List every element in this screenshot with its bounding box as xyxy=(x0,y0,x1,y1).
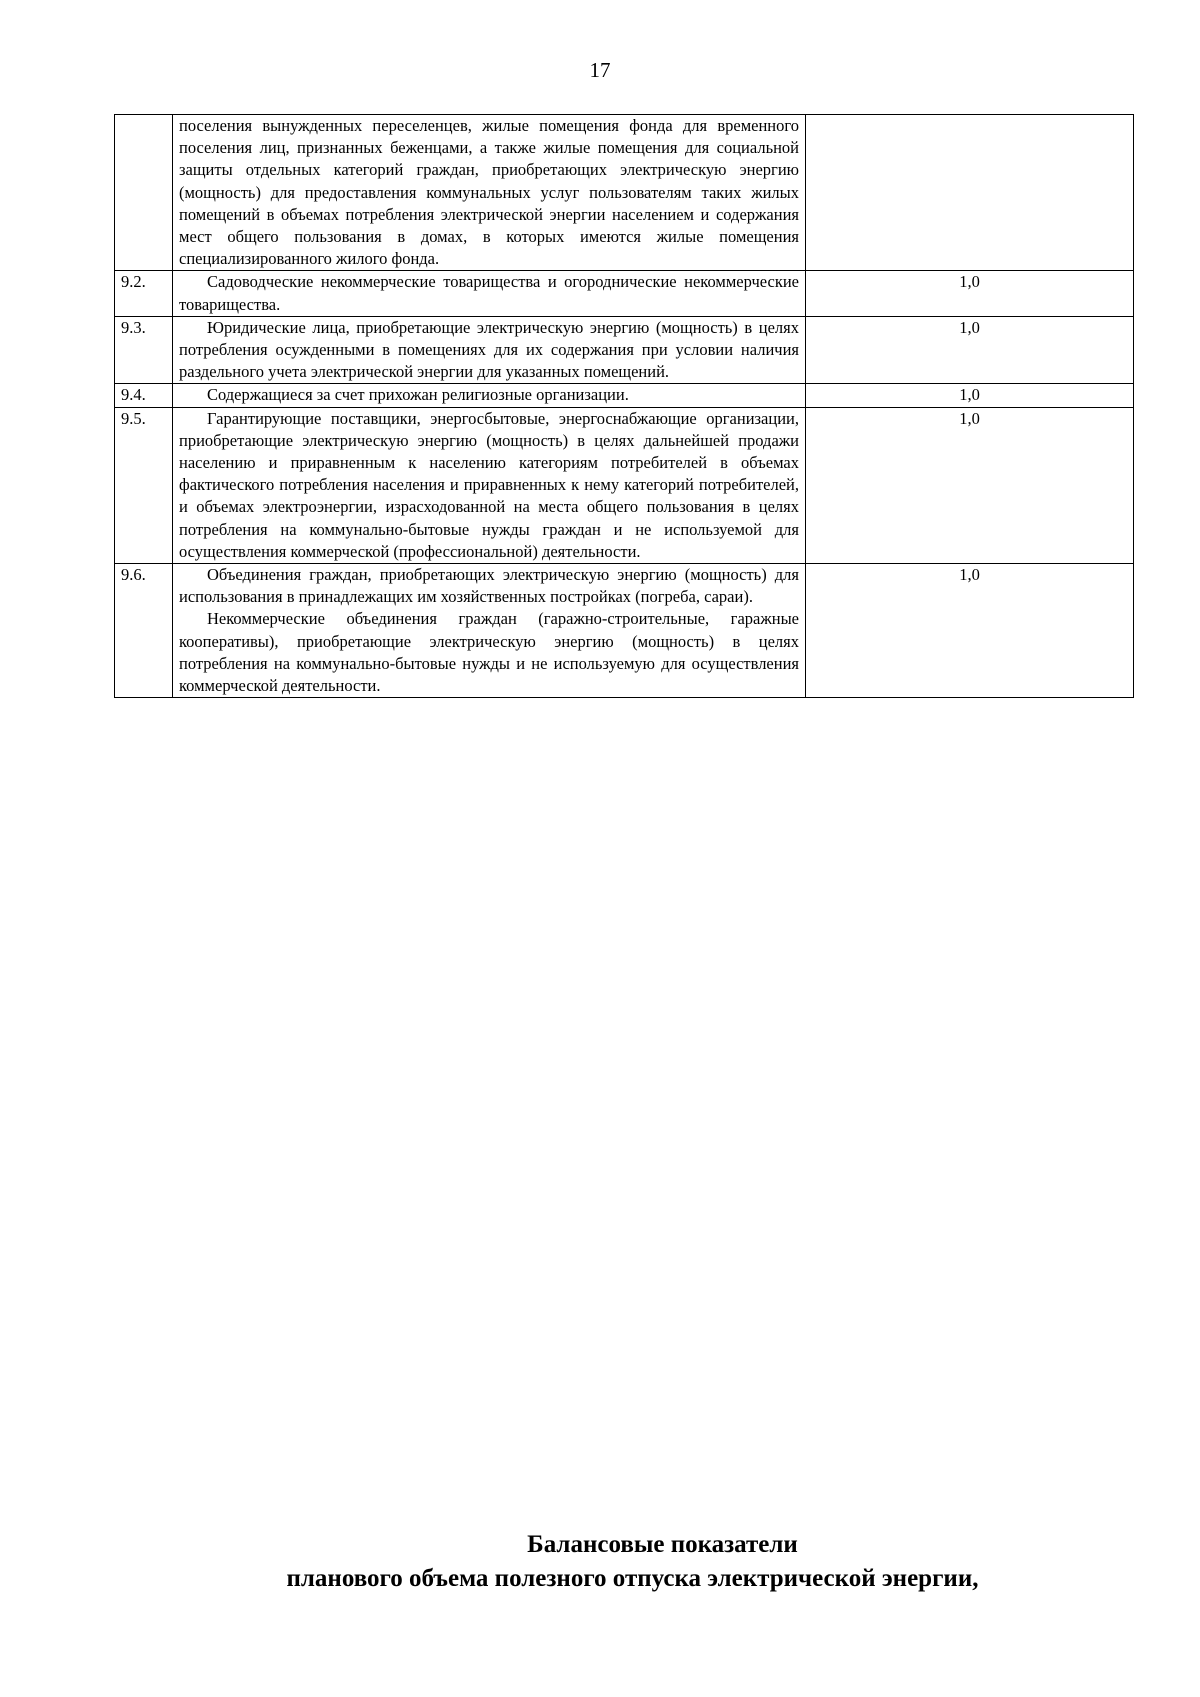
row-value-cell: 1,0 xyxy=(806,564,1134,698)
page-number: 17 xyxy=(589,58,611,82)
description-paragraph: Некоммерческие объединения граждан (гаражно-строительные, гаражные кооперативы), приобретающие электрическую энергию (мощность) в целях потребления на коммунально-бытовые нужды и не используемую для осуществления коммерческой деятельности. xyxy=(179,609,799,696)
tariff-coefficients-table xyxy=(114,114,1134,698)
section-heading-line-2: планового объема полезного отпуска электрической энергии, xyxy=(286,1565,979,1592)
row-value-cell: 1,0 xyxy=(806,271,1134,316)
row-number-cell: 9.5. xyxy=(115,407,173,563)
row-number-cell: 9.4. xyxy=(115,384,173,407)
description-paragraph: Содержащиеся за счет прихожан религиозные организации. xyxy=(207,385,629,405)
table-row xyxy=(115,407,1134,563)
row-description-cell xyxy=(173,316,806,384)
row-value-cell: 1,0 xyxy=(806,407,1134,563)
section-heading xyxy=(0,1528,1200,1596)
row-number-cell xyxy=(115,115,173,271)
row-number-cell: 9.2. xyxy=(115,271,173,316)
row-description-cell xyxy=(173,115,806,271)
table-row xyxy=(115,115,1134,271)
table-row xyxy=(115,384,1134,407)
section-heading-line-1: Балансовые показатели xyxy=(527,1531,798,1558)
description-paragraph: Объединения граждан, приобретающих электрическую энергию (мощность) для использования в принадлежащих им хозяйственных постройках (погреба, сараи). xyxy=(179,565,799,607)
row-number-cell: 9.3. xyxy=(115,316,173,384)
row-description-cell xyxy=(173,407,806,563)
table-row xyxy=(115,316,1134,384)
row-value-cell: 1,0 xyxy=(806,316,1134,384)
table-body xyxy=(115,115,1134,698)
table-row xyxy=(115,564,1134,698)
row-description-cell xyxy=(173,384,806,407)
row-description-cell xyxy=(173,271,806,316)
row-value-cell xyxy=(806,115,1134,271)
description-paragraph: Гарантирующие поставщики, энергосбытовые, энергоснабжающие организации, приобретающие электрическую энергию (мощность) в целях дальнейшей продажи населению и приравненным к населению категориям потребителей в объемах фактического потребления населения и приравненных к нему категорий потребителей, и объемах электроэнергии, израсходованной на места общего пользования в целях потребления на коммунально-бытовые нужды граждан и не используемой для осуществления коммерческой (профессиональной) деятельности. xyxy=(179,408,799,561)
row-description-cell xyxy=(173,564,806,698)
table-row xyxy=(115,271,1134,316)
description-paragraph: поселения вынужденных переселенцев, жилые помещения фонда для временного поселения лиц, признанных беженцами, а также жилые помещения для социальной защиты отдельных категорий граждан, приобретающих электрическую энергию (мощность) для предоставления коммунальных услуг пользователям таких жилых помещений в объемах потребления электрической энергии населением и содержания мест общего пользования в домах, в которых имеются жилые помещения специализированного жилого фонда. xyxy=(179,116,799,269)
description-paragraph: Юридические лица, приобретающие электрическую энергию (мощность) в целях потребления осужденными в помещениях для их содержания при условии наличия раздельного учета электрической энергии для указанных помещений. xyxy=(179,317,799,382)
description-paragraph: Садоводческие некоммерческие товарищества и огороднические некоммерческие товарищества. xyxy=(179,272,799,314)
row-number-cell: 9.6. xyxy=(115,564,173,698)
row-value-cell: 1,0 xyxy=(806,384,1134,407)
